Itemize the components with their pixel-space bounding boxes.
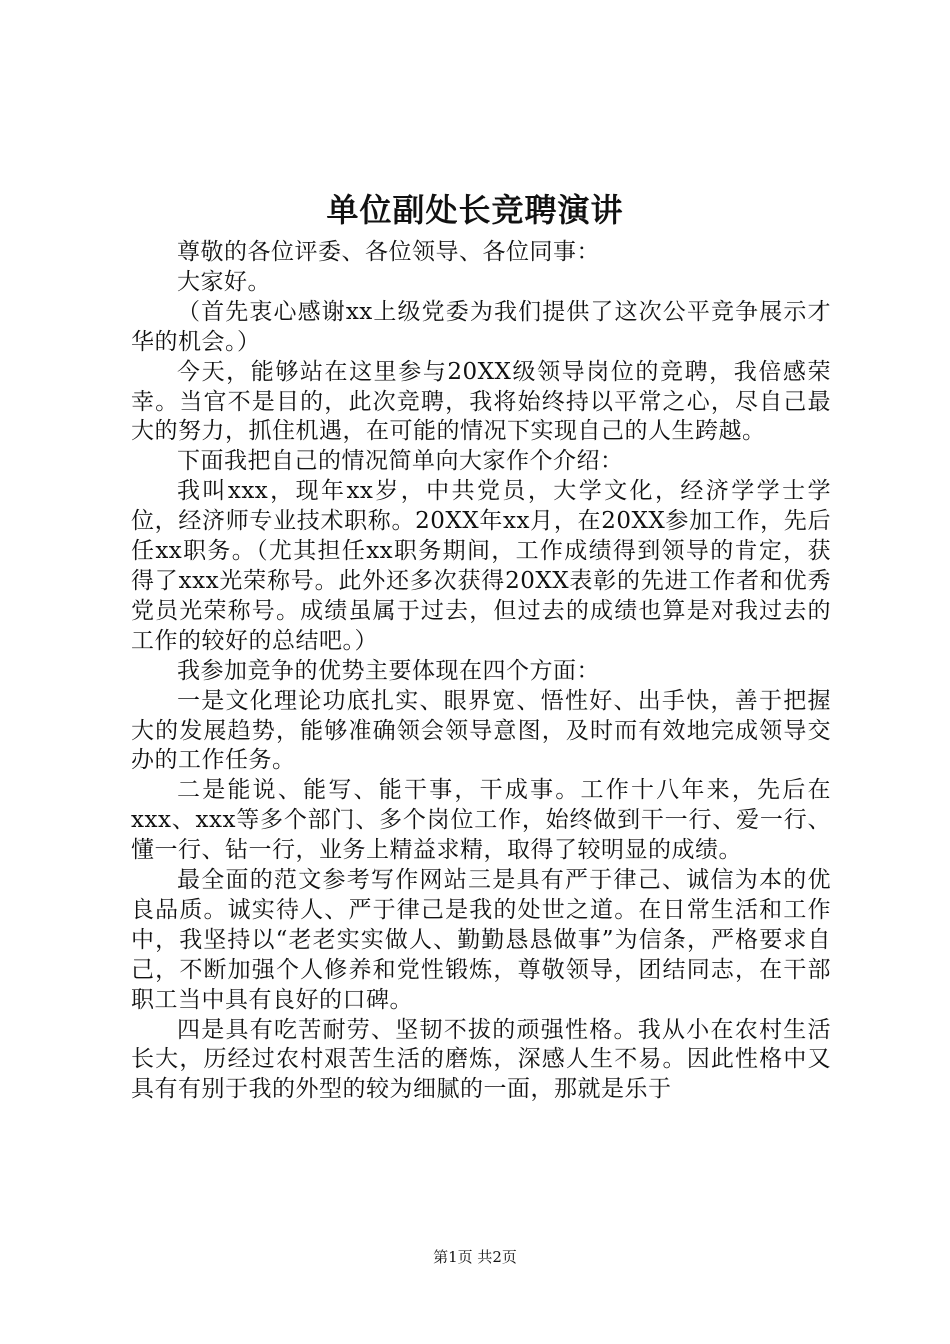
paragraph-advantage-one: 一是文化理论功底扎实、眼界宽、悟性好、出手快，善于把握大的发展趋势，能够准确领会领导意图，及时而有效地完成领导交办的工作任务。 [131,687,831,774]
paragraph-self-intro-lead: 下面我把自己的情况简单向大家作个介绍： [177,448,624,475]
paragraph-greeting: 大家好。 [177,268,271,295]
paragraph-intro: 今天，能够站在这里参与20XX级领导岗位的竞聘，我倍感荣幸。当官不是目的，此次竞聘，我将始终持以平常之心，尽自己最大的努力，抓住机遇，在可能的情况下实现自己的人生跨越。 [131,358,831,445]
paragraph-advantage-three: 最全面的范文参考写作网站三是具有严于律己、诚信为本的优良品质。诚实待人、严于律己是我的处世之道。在日常生活和工作中，我坚持以“老老实实做人、勤勤恳恳做事”为信条，严格要求自己，不断加强个人修养和党性锻炼，尊敬领导，团结同志，在干部职工当中具有良好的口碑。 [131,867,831,1013]
page-footer: 第1页 共2页 [433,1248,517,1266]
paragraph-thanks: （首先衷心感谢xx上级党委为我们提供了这次公平竞争展示才华的机会。） [131,298,831,355]
document-body [131,238,831,1105]
paragraph-advantage-two: 二是能说、能写、能干事，干成事。工作十八年来，先后在xxx、xxx等多个部门、多个岗位工作，始终做到干一行、爱一行、懂一行、钻一行，业务上精益求精，取得了较明显的成绩。 [131,777,831,864]
paragraph-self-intro: 我叫xxx，现年xx岁，中共党员，大学文化，经济学学士学位，经济师专业技术职称。20XX年xx月，在20XX参加工作，先后任xx职务。（尤其担任xx职务期间，工作成绩得到领导的肯定，获得了xxx光荣称号。此外还多次获得20XX表彰的先进工作者和优秀党员光荣称号。成绩虽属于过去，但过去的成绩也算是对我过去的工作的较好的总结吧。） [131,478,831,654]
paragraph-salutation: 尊敬的各位评委、各位领导、各位同事： [177,239,600,265]
document-title: 单位副处长竞聘演讲 [326,191,624,229]
paragraph-advantage-four: 四是具有吃苦耐劳、坚韧不拔的顽强性格。我从小在农村生活长大，历经过农村艰苦生活的磨炼，深感人生不易。因此性格中又具有有别于我的外型的较为细腻的一面，那就是乐于 [131,1016,831,1103]
paragraph-advantages-lead: 我参加竞争的优势主要体现在四个方面： [177,657,600,684]
